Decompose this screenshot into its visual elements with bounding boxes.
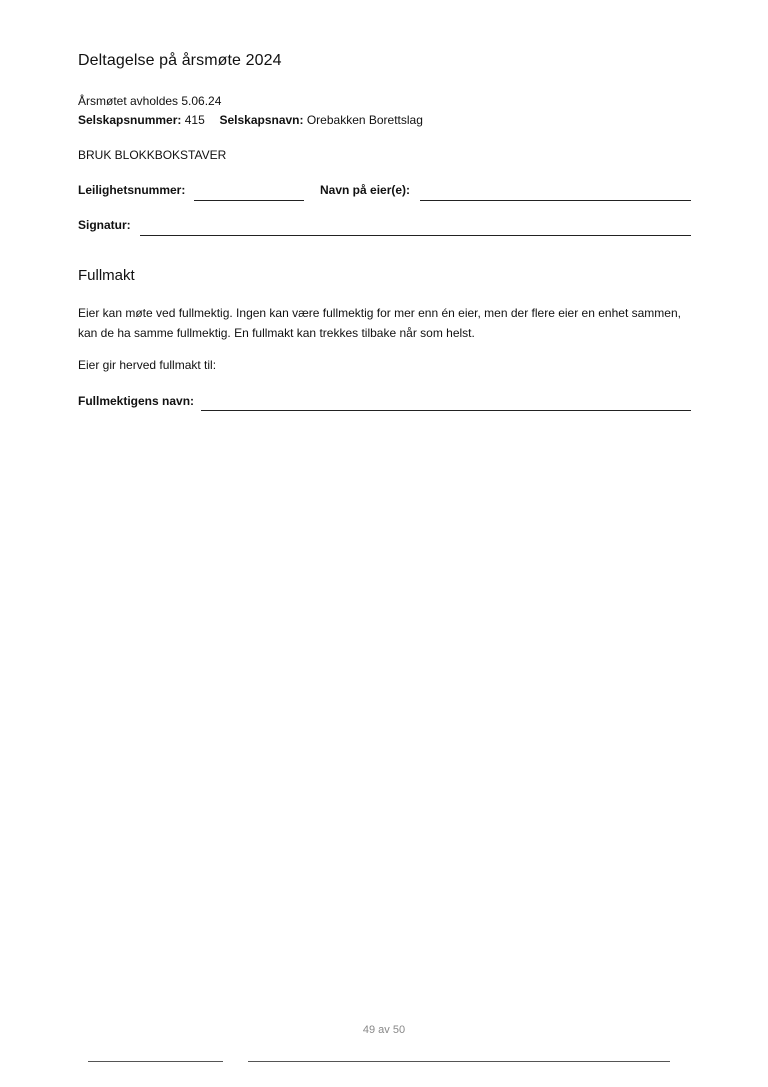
apartment-number-label: Leilighetsnummer:	[78, 183, 186, 197]
page-title: Deltagelse på årsmøte 2024	[78, 52, 282, 69]
company-name-value: Orebakken Borettslag	[306, 113, 423, 127]
proxy-name-label: Fullmektigens navn:	[78, 394, 195, 408]
owner-name-label: Navn på eier(e):	[320, 183, 411, 197]
proxy-grant-line: Eier gir herved fullmakt til:	[78, 358, 217, 372]
apartment-number-field[interactable]	[194, 200, 304, 201]
page-number: 49 av 50	[362, 1024, 406, 1036]
company-name-label: Selskapsnavn:	[219, 113, 304, 127]
owner-name-field[interactable]	[420, 200, 691, 201]
company-info-row	[78, 112, 423, 128]
company-number-label: Selskapsnummer:	[78, 113, 182, 127]
meeting-date-line: Årsmøtet avholdes 5.06.24	[78, 94, 222, 108]
footer-divider-left	[88, 1061, 223, 1062]
proxy-heading: Fullmakt	[78, 267, 135, 284]
proxy-name-field[interactable]	[201, 410, 691, 411]
block-letters-note: BRUK BLOKKBOKSTAVER	[78, 148, 227, 162]
footer-divider-right	[248, 1061, 670, 1062]
proxy-paragraph: Eier kan møte ved fullmektig. Ingen kan være fullmektig for mer enn én eier, men der flere eier en enhet sammen, kan de ha samme fullmektig. En fullmakt kan trekkes tilbake når som helst.	[78, 306, 681, 340]
signature-label: Signatur:	[78, 218, 131, 232]
signature-field[interactable]	[140, 235, 691, 236]
company-number-value: 415	[184, 113, 205, 127]
